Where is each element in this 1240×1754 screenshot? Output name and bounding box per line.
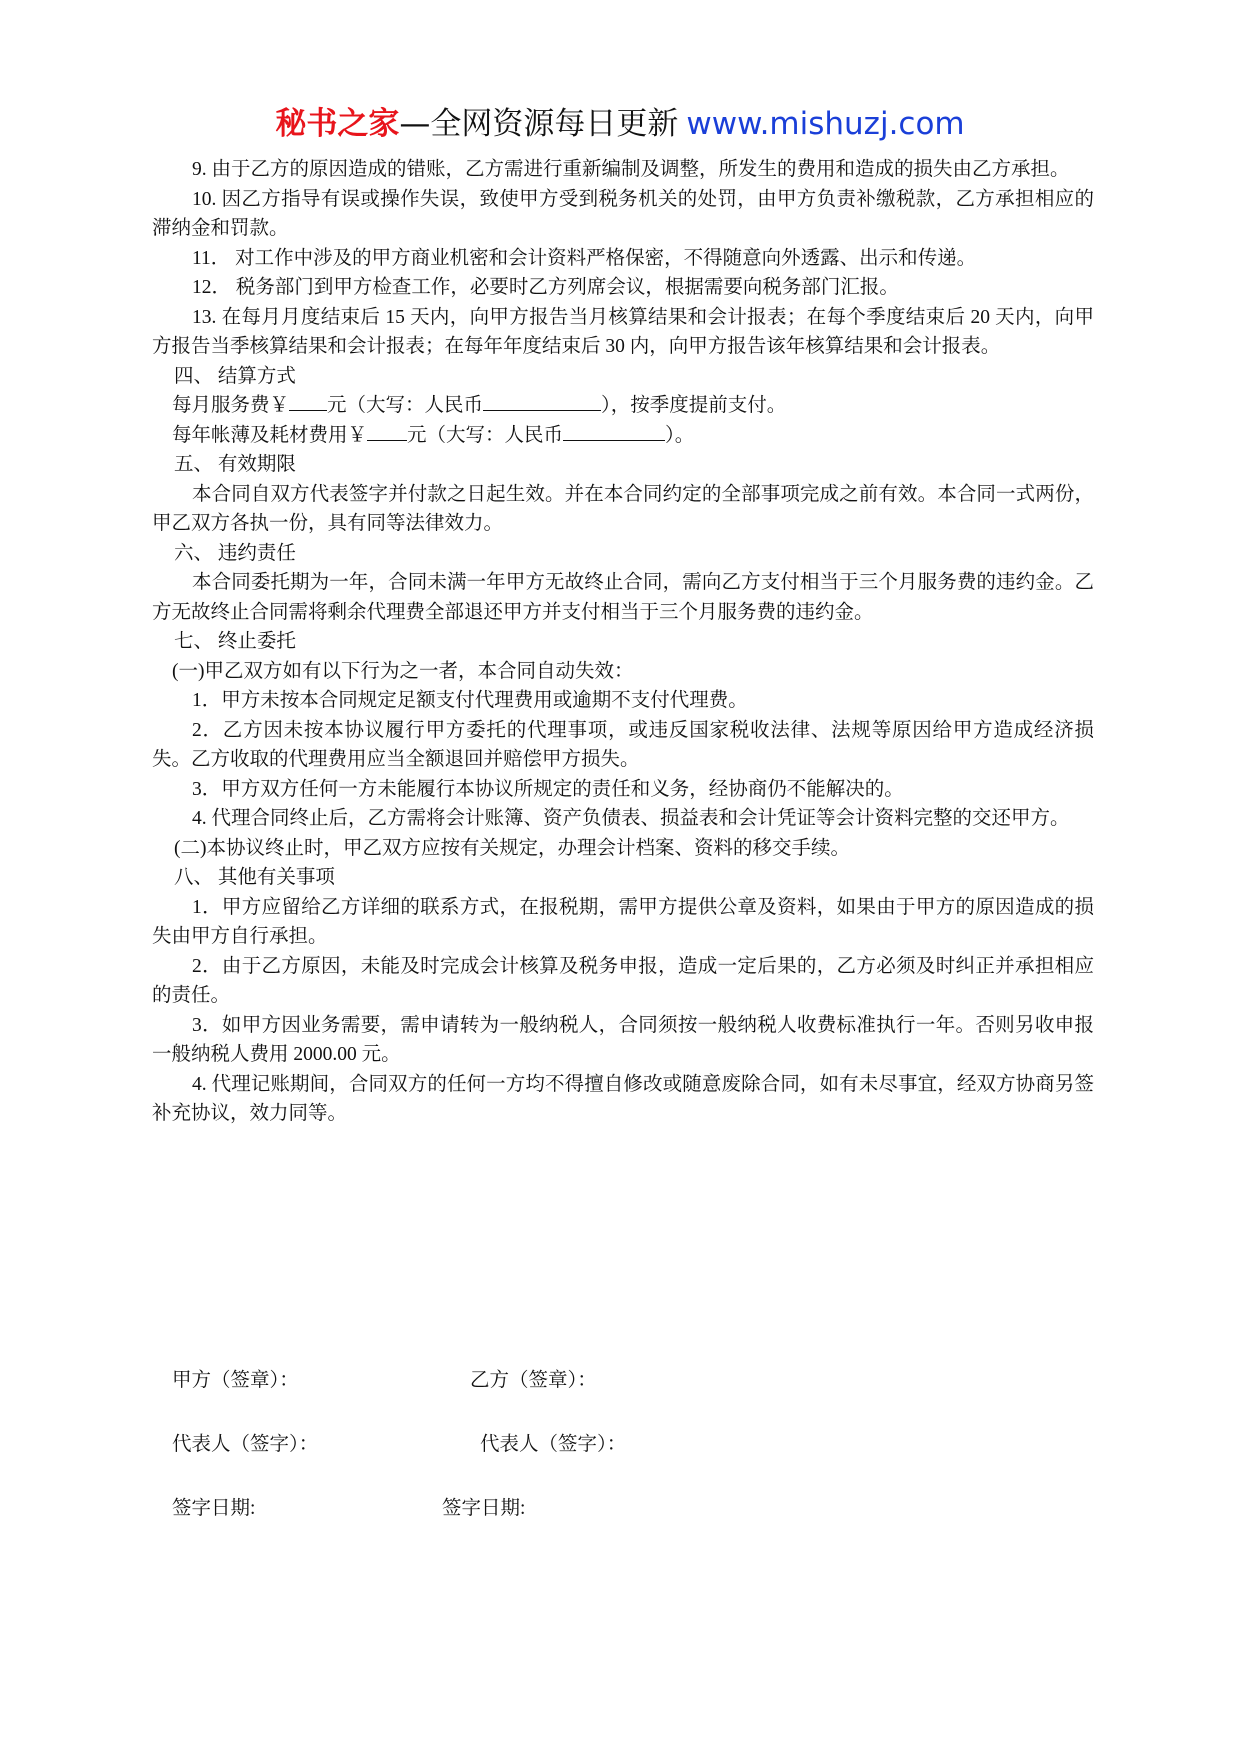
banner-dash: — bbox=[399, 106, 431, 142]
party-a-sign-date-field[interactable]: 签字日期: bbox=[172, 1498, 256, 1519]
monthly-fee-caps-blank[interactable] bbox=[483, 392, 601, 411]
other-item-4: 4. 代理记账期间，合同双方的任何一方均不得擅自修改或随意废除合同，如有未尽事宜，经双方协商另签补充协议，效力同等。 bbox=[152, 1073, 1094, 1124]
party-b-seal-field[interactable]: 乙方（签章）： bbox=[470, 1370, 597, 1391]
clause-9: 9. 由于乙方的原因造成的错账，乙方需进行重新编制及调整，所发生的费用和造成的损失由乙方承担。 bbox=[192, 159, 1070, 180]
yearly-fee-line bbox=[152, 421, 1094, 451]
other-item-3: 3．如甲方因业务需要，需申请转为一般纳税人，合同须按一般纳税人收费标准执行一年。否则另收申报一般纳税人费用 2000.00 元。 bbox=[152, 1014, 1094, 1065]
site-url-link[interactable]: www.mishuzj.com bbox=[686, 106, 965, 142]
section-heading-settlement: 四、 结算方式 bbox=[174, 365, 296, 387]
site-banner bbox=[0, 104, 1240, 144]
monthly-fee-label: 每月服务费￥ bbox=[172, 395, 290, 416]
section-heading-breach: 六、 违约责任 bbox=[174, 542, 296, 564]
validity-text: 本合同自双方代表签字并付款之日起生效。并在本合同约定的全部事项完成之前有效。本合同一式两份，甲乙双方各执一份，具有同等法律效力。 bbox=[152, 483, 1094, 534]
termination-handover: (二)本协议终止时，甲乙双方应按有关规定，办理会计档案、资料的移交手续。 bbox=[174, 837, 850, 859]
brand-name: 秘书之家 bbox=[275, 106, 400, 142]
monthly-fee-line bbox=[152, 391, 1094, 421]
yearly-fee-blank[interactable] bbox=[367, 422, 407, 441]
monthly-fee-blank[interactable] bbox=[289, 392, 327, 411]
clause-10: 10. 因乙方指导有误或操作失误，致使甲方受到税务机关的处罚，由甲方负责补缴税款，乙方承担相应的滞纳金和罚款。 bbox=[152, 188, 1094, 239]
other-item-2: 2．由于乙方原因，未能及时完成会计核算及税务申报，造成一定后果的，乙方必须及时纠正并承担相应的责任。 bbox=[152, 955, 1094, 1006]
yearly-fee-caps-label: 元（大写：人民币 bbox=[407, 424, 564, 446]
yearly-fee-caps-blank[interactable] bbox=[563, 422, 665, 441]
monthly-fee-caps-label: 元（大写：人民币 bbox=[327, 395, 484, 416]
party-b-representative-field[interactable]: 代表人（签字）： bbox=[480, 1434, 627, 1455]
termination-item-4: 4. 代理合同终止后，乙方需将会计账簿、资产负债表、损益表和会计凭证等会计资料完整的交还甲方。 bbox=[192, 808, 1070, 829]
section-heading-validity: 五、 有效期限 bbox=[174, 454, 296, 475]
monthly-fee-terms: ），按季度提前支付。 bbox=[601, 395, 787, 416]
section-heading-other: 八、 其他有关事项 bbox=[174, 867, 335, 888]
yearly-fee-end: ）。 bbox=[665, 424, 695, 446]
party-a-representative-field[interactable]: 代表人（签字）： bbox=[172, 1434, 319, 1455]
breach-text: 本合同委托期为一年，合同未满一年甲方无故终止合同，需向乙方支付相当于三个月服务费的违约金。乙方无故终止合同需将剩余代理费全部退还甲方并支付相当于三个月服务费的违约金。 bbox=[152, 572, 1094, 623]
section-heading-termination: 七、 终止委托 bbox=[174, 631, 296, 652]
termination-intro: (一)甲乙双方如有以下行为之一者，本合同自动失效： bbox=[172, 660, 634, 682]
party-b-sign-date-field[interactable]: 签字日期: bbox=[442, 1498, 526, 1519]
banner-slogan: 全网资源每日更新 bbox=[430, 106, 679, 142]
other-item-1: 1．甲方应留给乙方详细的联系方式，在报税期，需甲方提供公章及资料，如果由于甲方的原因造成的损失由甲方自行承担。 bbox=[152, 896, 1094, 947]
clause-11: 11． 对工作中涉及的甲方商业机密和会计资料严格保密，不得随意向外透露、出示和传递。 bbox=[192, 247, 977, 269]
clause-12: 12． 税务部门到甲方检查工作，必要时乙方列席会议，根据需要向税务部门汇报。 bbox=[192, 277, 899, 298]
yearly-fee-label: 每年帐薄及耗材费用￥ bbox=[172, 424, 368, 446]
clause-13: 13. 在每月月度结束后 15 天内，向甲方报告当月核算结果和会计报表；在每个季度结束后 20 天内，向甲方报告当季核算结果和会计报表；在每年年度结束后 30 内，向甲方报告该年核算结果和会计报表。 bbox=[152, 306, 1094, 357]
termination-item-1: 1．甲方未按本合同规定足额支付代理费用或逾期不支付代理费。 bbox=[192, 690, 748, 711]
termination-item-2: 2．乙方因未按本协议履行甲方委托的代理事项，或违反国家税收法律、法规等原因给甲方造成经济损失。乙方收取的代理费用应当全额退回并赔偿甲方损失。 bbox=[152, 719, 1094, 770]
termination-item-3: 3．甲方双方任何一方未能履行本协议所规定的责任和义务，经协商仍不能解决的。 bbox=[192, 778, 904, 800]
party-a-seal-field[interactable]: 甲方（签章）： bbox=[172, 1370, 299, 1391]
contract-body bbox=[152, 155, 1094, 1129]
